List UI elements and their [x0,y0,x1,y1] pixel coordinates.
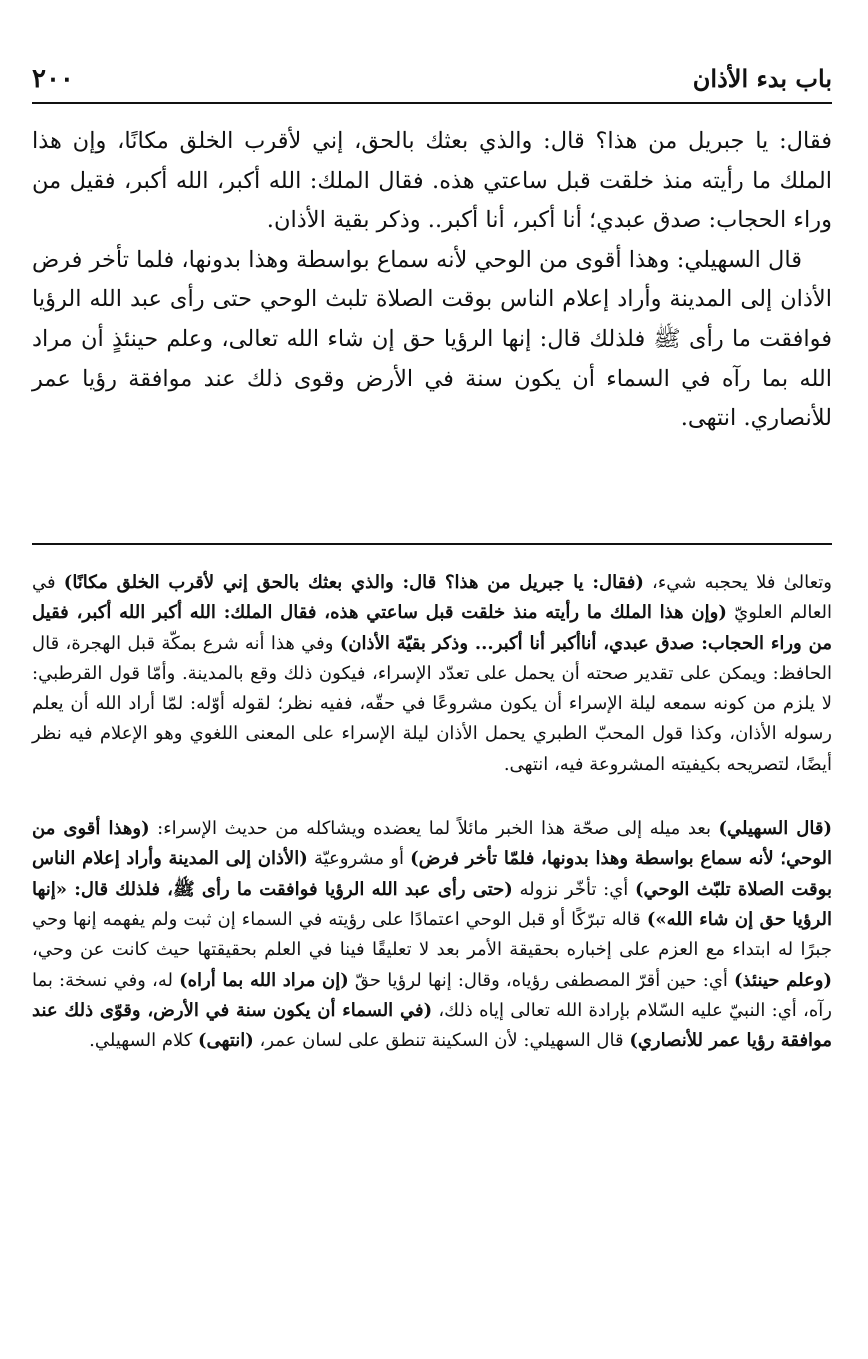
quoted-matn: (وهذا أقوى من الوحي؛ لأنه سماع بواسطة وهذا بدونها، فلمّا تأخر فرض) [32,818,832,870]
commentary-text: بعد ميله إلى صحّة هذا الخبر مائلاً لما يعضده ويشاكله من حديث الإسراء: [149,818,719,840]
quoted-matn: (وإن هذا الملك ما رأيته منذ خلقت قبل ساعتي هذه، فقال الملك: الله أكبر الله أكبر، فقيل من وراء الحجاب: صدق عبدي، أناأكبر أنا أكبر... وذكر بقيّة الأذان) [32,602,832,654]
quoted-matn: (حتى رأى عبد الله الرؤيا فوافقت ما رأى ﷺ، فلذلك قال: «إنها الرؤيا حق إن شاء الله») [32,878,833,930]
main-paragraph: قال السهيلي: وهذا أقوى من الوحي لأنه سماع بواسطة وهذا بدونها، فلما تأخر فرض الأذان إلى المدينة وأراد إعلام الناس بوقت الصلاة تلبث الوحي حتى رأى عبد الله الرؤيا فوافقت ما رأى ﷺ فلذلك قال: إنها الرؤيا حق إن شاء الله تعالى، وعلم حينئذٍ أن مراد الله بما رآه في السماء أن يكون سنة في الأرض وقوى ذلك عند موافقة رؤيا عمر للأنصاري. انتهى. [32,246,832,432]
main-paragraph: فقال: يا جبريل من هذا؟ قال: والذي بعثك بالحق، إني لأقرب الخلق مكانًا، وإن هذا الملك ما رأيته منذ خلقت قبل ساعتي هذه. فقال الملك: الله أكبر، الله أكبر، فقيل من وراء الحجاب: صدق عبدي؛ أنا أكبر، أنا أكبر.. وذكر بقية الأذان. [32,128,833,234]
footnote-separator [32,543,832,545]
quoted-matn: (فقال: يا جبريل من هذا؟ قال: والذي بعثك بالحق إني لأقرب الخلق مكانًا) [63,572,644,593]
quoted-matn: (في السماء أن يكون سنة في الأرض، وقوّى ذلك عند موافقة رؤيا عمر للأنصاري) [32,999,832,1052]
quoted-matn: (إن مراد الله بما أراه) [179,969,349,991]
commentary-text: وفي هذا أنه شرع بمكّة قبل الهجرة، قال الحافظ: ويمكن على تقدير صحته أن يحمل على تعدّد الإسراء، فيكون ذلك وقع بالمدينة. وأمّا قول القرطبي: لا يلزم من كونه سمعه ليلة الإسراء أن يكون مشروعًا في حقّه، ففيه نظر؛ لقوله أوّله: لمّا أراد الله أن يعلم رسوله الأذان، وكذا قول المحبّ الطبري يحمل الأذان ليلة الإسراء على المعنى اللغوي وهو الإعلام فيه نظر أيضًا، لتصريحه بكيفيته المشروعة فيه، انتهى. [32,632,832,775]
commentary-text: قال السهيلي: لأن السكينة تنطق على لسان عمر، [253,1030,630,1052]
commentary-text: في العالم العلويّ [32,572,833,624]
commentary-text: قاله تبرّكًا أو قبل الوحي اعتمادًا على رؤيته في السماء إن ثبت ولم يفهمه إنها وحي جبرًا له ابتداء مع العزم على إخباره بحقيقة الأمر بعد لا تعليقًا فينا في العلم بحقيقتها حيث كانت عن وحي، [32,908,832,961]
quoted-matn: (قال السهيلي) [718,818,832,840]
book-page [32,0,832,1359]
commentary-text: أي: حين أقرّ المصطفى رؤياه، وقال: إنها لرؤيا حقّ [348,969,735,991]
chapter-title: باب بدء الأذان [692,64,832,93]
commentary-paragraph [32,568,832,780]
quoted-matn: (الأذان إلى المدينة وأراد إعلام الناس بوقت الصلاة تلبّث الوحي) [32,848,832,900]
commentary-paragraph [32,814,832,1056]
commentary [32,568,832,1056]
commentary-text: له، وفي نسخة: بما رآه، أي: النبيّ عليه السّلام بإرادة الله تعالى إياه ذلك، [32,969,832,1021]
quoted-matn: (انتهى) [198,1030,254,1052]
quoted-matn: (وعلم حينئذ) [734,969,833,991]
running-header [32,62,832,104]
page-number: ٢٠٠ [32,64,74,94]
commentary-text: كلام السهيلي. [89,1030,199,1052]
commentary-text: أي: تأخّر نزوله [512,878,635,900]
commentary-text: وتعالىٰ فلا يحجبه شيء، [643,572,832,593]
commentary-text: أو مشروعيّة [307,848,411,870]
main-text [32,122,832,439]
